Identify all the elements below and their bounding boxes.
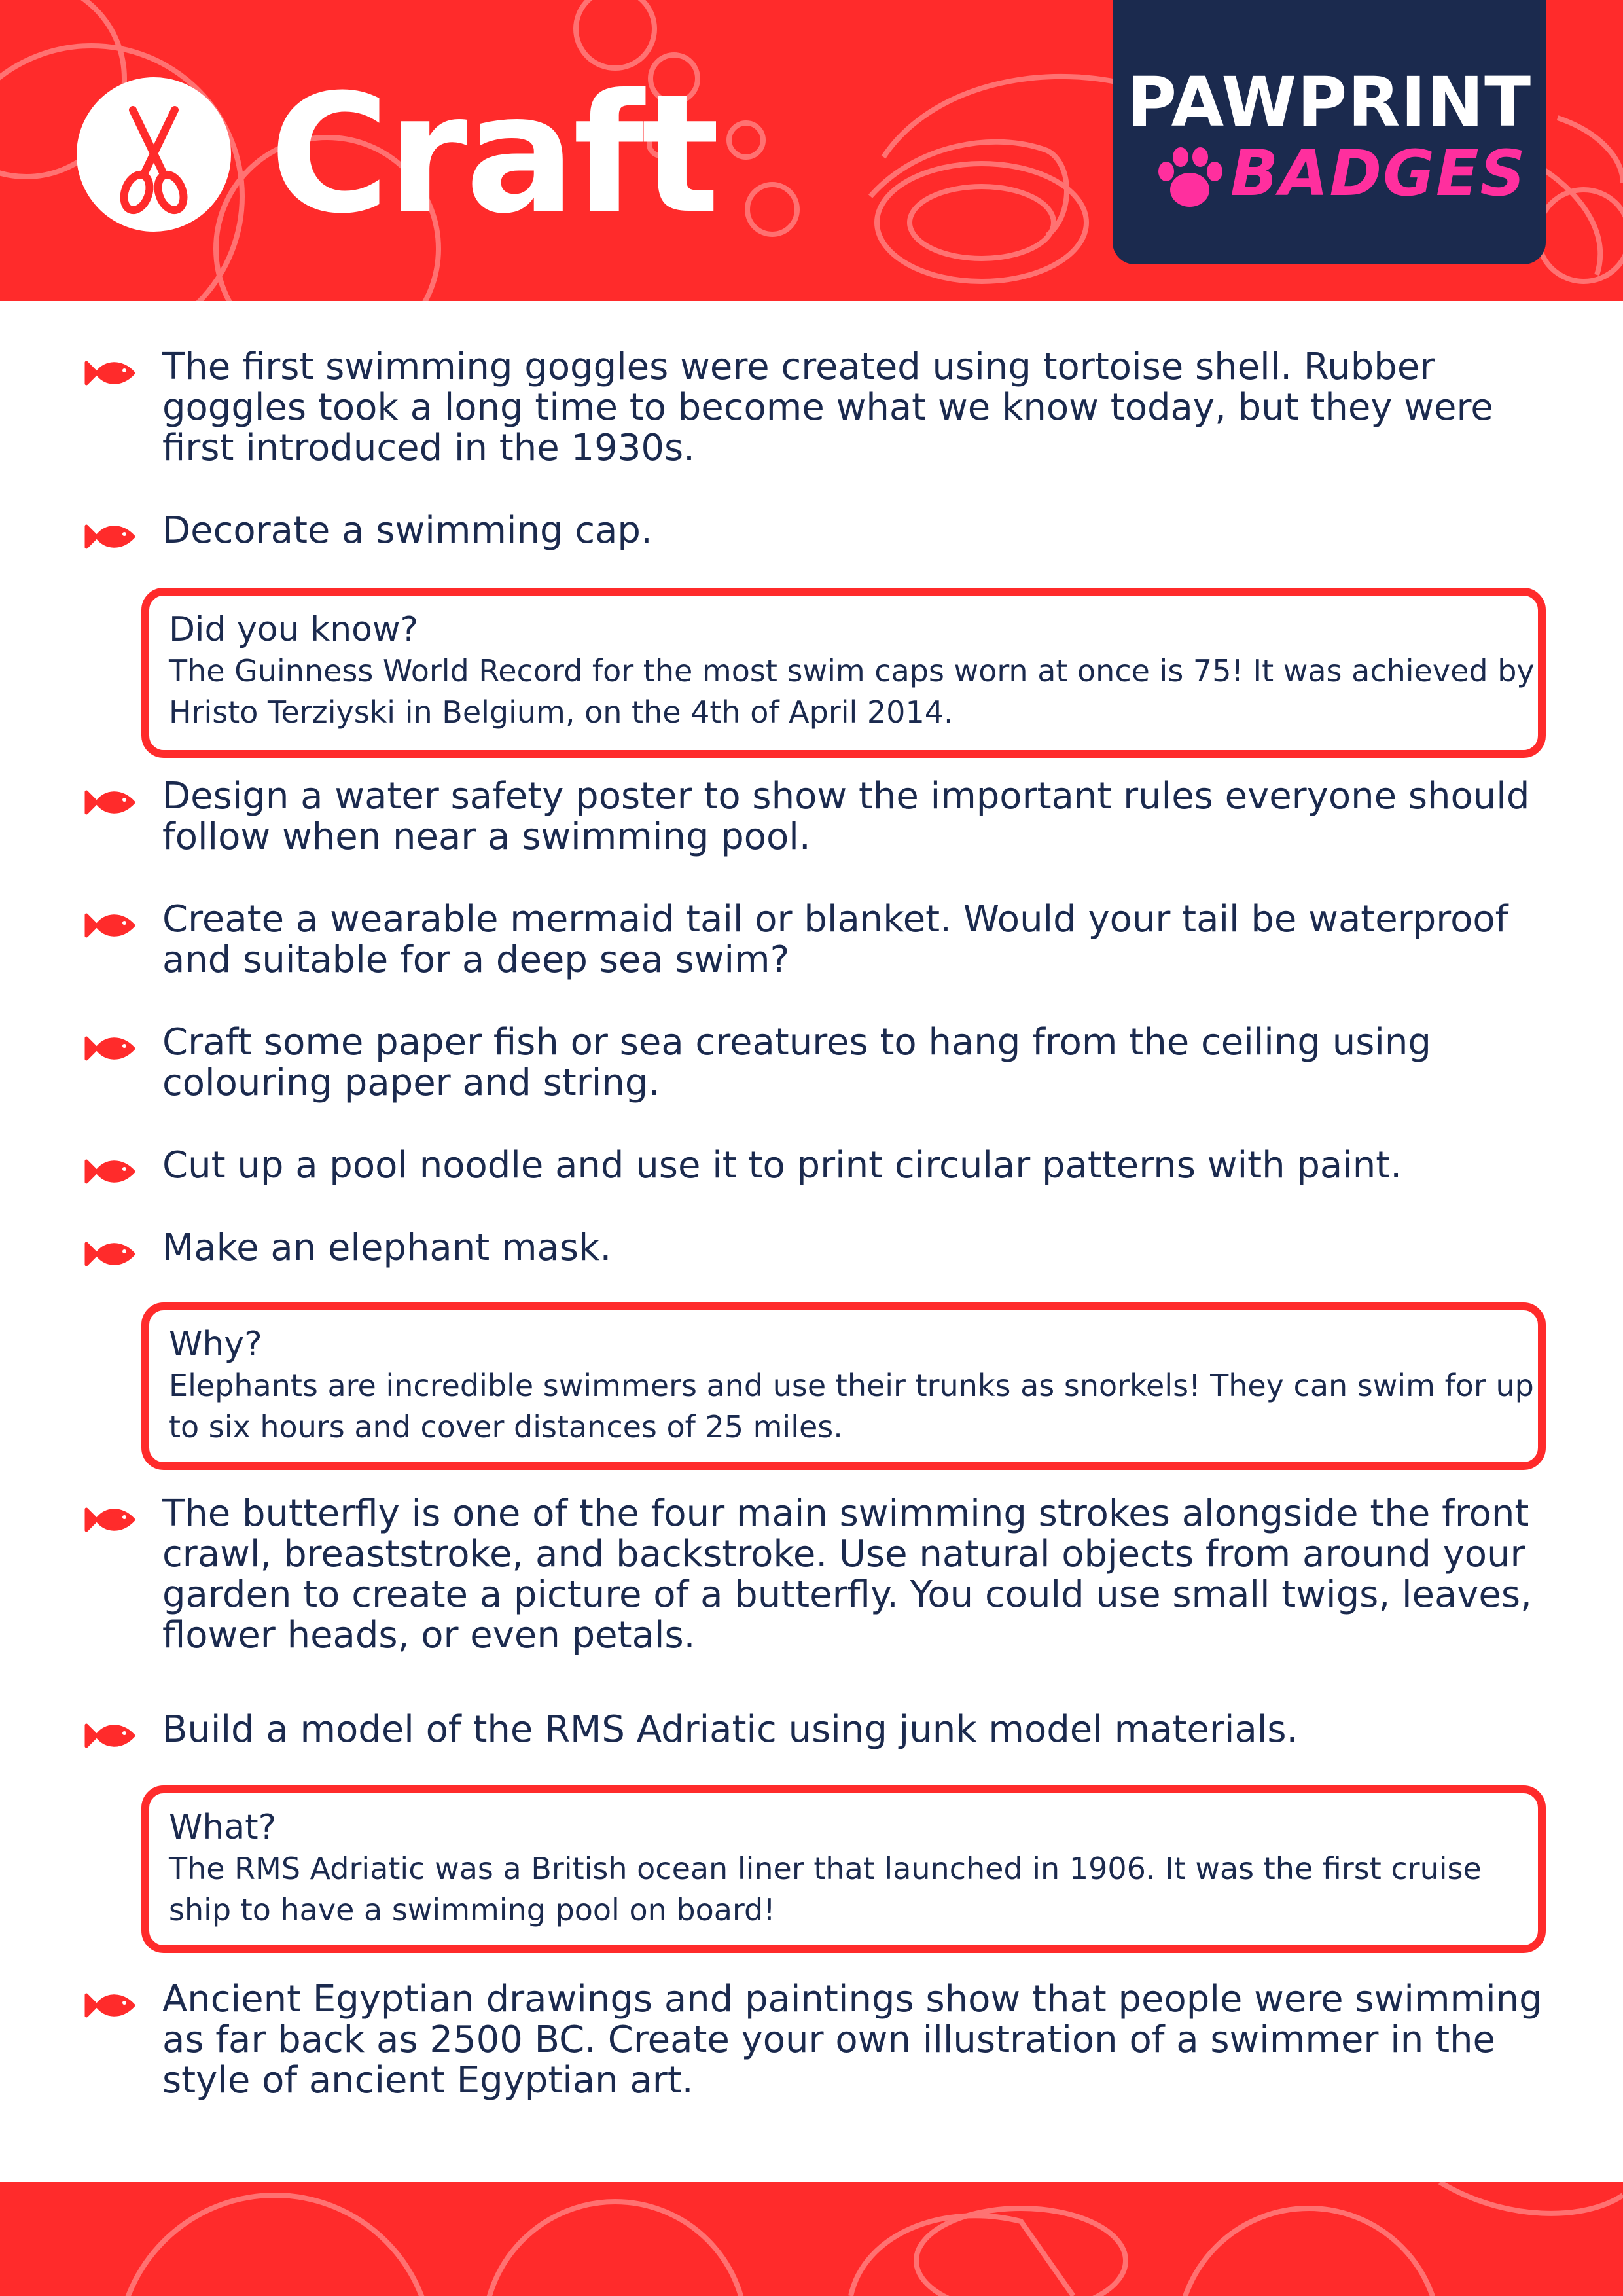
brand-logo <box>1113 0 1546 264</box>
fish-icon <box>84 1504 136 1535</box>
item-text: Ancient Egyptian drawings and paintings show that people were swimming as far back as 2500 BC. Create your own illustration of a swimmer in the style of ancient Egyptian art. <box>162 1978 1543 2102</box>
fish-icon <box>84 1720 136 1751</box>
item-text: Make an elephant mask. <box>162 1227 612 1269</box>
fish-icon <box>84 1238 136 1270</box>
item-text: Design a water safety poster to show the important rules everyone should follow when near a swimming pool. <box>162 775 1530 858</box>
scissors-icon <box>77 77 231 232</box>
item-text: Build a model of the RMS Adriatic using junk model materials. <box>162 1708 1298 1751</box>
item-text: The first swimming goggles were created using tortoise shell. Rubber goggles took a long time to become what we know today, but they were first introduced in the 1930s. <box>162 346 1493 469</box>
page-title: Craft <box>270 59 717 249</box>
info-box-title: Did you know? <box>169 610 419 649</box>
info-box <box>141 1302 1546 1470</box>
item-text: Craft some paper fish or sea creatures to hang from the ceiling using colouring paper and string. <box>162 1021 1431 1104</box>
fish-icon <box>84 910 136 941</box>
info-box <box>141 588 1546 758</box>
info-box-text: The Guinness World Record for the most swim caps worn at once is 75! It was achieved by Hristo Terziyski in Belgium, on the 4th of April 2014. <box>169 653 1535 730</box>
fish-icon <box>84 1033 136 1064</box>
paw-icon <box>1152 144 1224 216</box>
fish-icon <box>84 1156 136 1187</box>
fish-icon <box>84 521 136 552</box>
info-box-text: The RMS Adriatic was a British ocean liner that launched in 1906. It was the first cruise ship to have a swimming pool on board! <box>169 1851 1482 1928</box>
footer-decoration <box>0 2182 1623 2296</box>
item-text: The butterfly is one of the four main swimming strokes alongside the front crawl, breaststroke, and backstroke. Use natural objects from around your garden to create a picture of a butterfly. You could use small twigs, leaves, flower heads, or even petals. <box>162 1492 1532 1657</box>
item-text: Decorate a swimming cap. <box>162 509 652 552</box>
fish-icon <box>84 787 136 818</box>
brand-name-top: PAWPRINT <box>1126 62 1532 142</box>
fish-icon <box>84 357 136 389</box>
scissors-badge <box>77 77 231 232</box>
info-box-title: Why? <box>169 1325 262 1364</box>
info-box <box>141 1785 1546 1953</box>
info-box-title: What? <box>169 1808 277 1847</box>
fish-icon <box>84 1990 136 2021</box>
info-box-text: Elephants are incredible swimmers and use their trunks as snorkels! They can swim for up to six hours and cover distances of 25 miles. <box>169 1368 1534 1444</box>
item-text: Create a wearable mermaid tail or blanket. Would your tail be waterproof and suitable for a deep sea swim? <box>162 898 1508 981</box>
header-banner <box>0 0 1623 301</box>
brand-name-bottom: BADGES <box>1230 137 1527 210</box>
footer-banner <box>0 2182 1623 2296</box>
item-text: Cut up a pool noodle and use it to print circular patterns with paint. <box>162 1144 1402 1187</box>
